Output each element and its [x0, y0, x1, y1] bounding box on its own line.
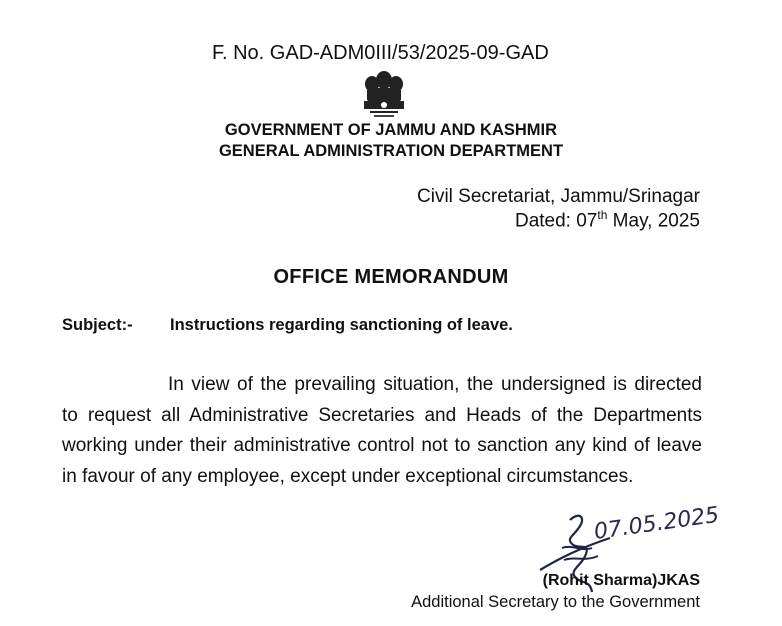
- subject-label: Subject:-: [62, 316, 133, 334]
- signatory-designation: Additional Secretary to the Government: [411, 593, 700, 611]
- memo-body-text: In view of the prevailing situation, the undersigned is directed to request all Administrative Secretaries and Heads of the Departments working under their administrative control not to sanction any kind of leave in favour of any employee, except under exceptional circumstances.: [62, 374, 702, 487]
- memo-title: OFFICE MEMORANDUM: [273, 266, 509, 288]
- handwritten-date: 07.05.2025: [592, 502, 721, 545]
- signatory-name: (Rohit Sharma)JKAS: [542, 572, 700, 589]
- memo-body: [62, 370, 702, 492]
- issuing-place: Civil Secretariat, Jammu/Srinagar: [417, 186, 700, 207]
- issue-date: Dated: 07th May, 2025: [514, 208, 700, 232]
- state-emblem-icon: [358, 68, 410, 122]
- government-name: GOVERNMENT OF JAMMU AND KASHMIR: [224, 121, 558, 139]
- file-number: F. No. GAD-ADM0III/53/2025-09-GAD: [212, 42, 549, 64]
- subject-text: Instructions regarding sanctioning of leave.: [170, 316, 513, 334]
- department-name: GENERAL ADMINISTRATION DEPARTMENT: [218, 142, 564, 160]
